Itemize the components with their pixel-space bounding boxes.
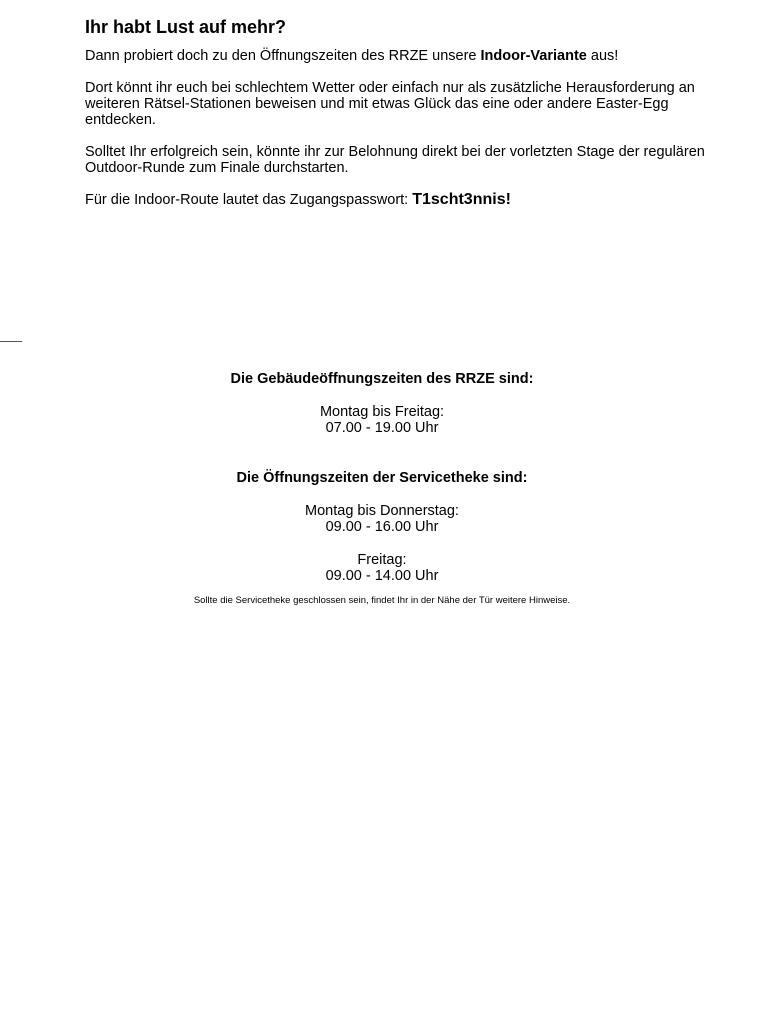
section-spacer (0, 436, 764, 470)
service-desk-heading: Die Öffnungszeiten der Servicetheke sind: (236, 470, 528, 486)
intro-paragraph-1-text: Dann probiert doch zu den Öffnungszeiten des RRZE unsere (85, 48, 481, 64)
service-desk-days-weekdays: Montag bis Donnerstag: (305, 503, 459, 519)
service-desk-time-weekdays: 09.00 - 16.00 Uhr (325, 519, 439, 535)
line-spacer (0, 535, 764, 552)
service-desk-note: Sollte die Servicetheke geschlossen sein, findet Ihr in der Nähe der Tür weitere Hinweise. (193, 595, 571, 606)
intro-paragraph-3: Solltet Ihr erfolgreich sein, könnte ihr zur Belohnung direkt bei der vorletzten Stage der regulären Outdoor-Runde zum Finale durchstarten. (85, 144, 705, 176)
password-label: Für die Indoor-Route lautet das Zugangspasswort: (85, 192, 413, 208)
intro-paragraph-2: Dort könnt ihr euch bei schlechtem Wetter oder einfach nur als zusätzliche Herausforderung an weiteren Rätsel-Stationen beweisen und mit etwas Glück das eine oder andere Easter-Egg entdecken. (85, 80, 695, 128)
building-hours-heading: Die Gebäudeöffnungszeiten des RRZE sind: (230, 371, 534, 387)
page-title: Ihr habt Lust auf mehr? (85, 17, 287, 37)
opening-hours-section (0, 371, 764, 607)
service-desk-time-friday: 09.00 - 14.00 Uhr (325, 568, 439, 584)
margin-rule (0, 341, 22, 342)
intro-paragraph-1 (85, 48, 735, 64)
service-desk-days-friday: Freitag: (357, 552, 407, 568)
indoor-variant-highlight: Indoor-Variante (480, 48, 587, 64)
access-password: T1scht3nnis! (412, 191, 511, 208)
password-line (85, 192, 735, 208)
building-hours-days: Montag bis Freitag: (319, 404, 445, 420)
intro-paragraph-1-end: aus! (586, 48, 619, 64)
intro-section (85, 16, 735, 224)
building-hours-time: 07.00 - 19.00 Uhr (325, 420, 439, 436)
